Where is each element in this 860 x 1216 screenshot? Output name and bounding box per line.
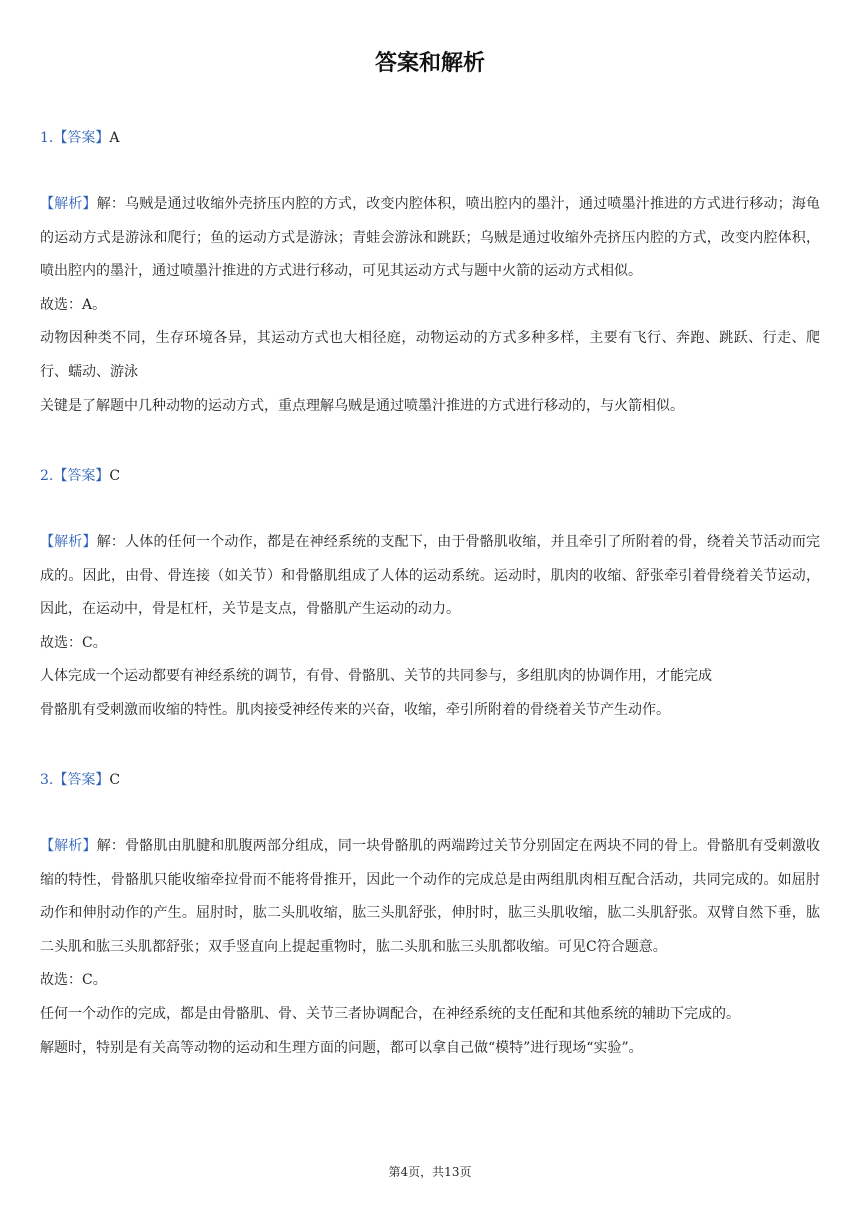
key-point-note: 解题时，特别是有关高等动物的运动和生理方面的问题，都可以拿自己做“模特”进行现场“实验”。 bbox=[40, 1039, 643, 1056]
answer-value: C bbox=[109, 772, 121, 788]
question-number: 2. bbox=[40, 468, 54, 484]
answer-value: A bbox=[109, 130, 120, 146]
question-number: 1. bbox=[40, 130, 54, 146]
page-title: 答案和解析 bbox=[374, 51, 485, 76]
explanation-3 bbox=[40, 830, 820, 1065]
analysis-note: 人体完成一个运动都要有神经系统的调节，有骨、骨骼肌、关节的共同参与，多组肌肉的协调作用，才能完成 bbox=[40, 668, 712, 685]
question-number: 3. bbox=[40, 772, 54, 788]
key-point-note: 骨骼肌有受刺激而收缩的特性。肌肉接受神经传来的兴奋，收缩，牵引所附着的骨绕着关节产生动作。 bbox=[40, 701, 670, 718]
explanation-tag: 【解析】 bbox=[40, 838, 97, 854]
key-point-note: 关键是了解题中几种动物的运动方式，重点理解乌贼是通过喷墨汁推进的方式进行移动的，与火箭相似。 bbox=[40, 397, 684, 414]
explanation-text: 解：骨骼肌由肌腱和肌腹两部分组成，同一块骨骼肌的两端跨过关节分别固定在两块不同的骨上。骨骼肌有受刺激收缩的特性，骨骼肌只能收缩牵拉骨而不能将骨推开，因此一个动作的完成总是由两组肌肉相互配合活动，共同完成的。如屈肘动作和伸肘动作的产生。屈肘时，肱二头肌收缩，肱三头肌舒张，伸肘时，肱三头肌收缩，肱二头肌舒张。双臂自然下垂，肱二头肌和肱三头肌都舒张；双手竖直向上提起重物时，肱二头肌和肱三头肌都收缩。可见C符合题意。 bbox=[40, 838, 821, 955]
question-3 bbox=[40, 770, 820, 790]
answer-line bbox=[40, 466, 820, 486]
answer-line bbox=[40, 128, 820, 148]
explanation-1 bbox=[40, 188, 820, 423]
explanation-tag: 【解析】 bbox=[40, 534, 97, 550]
answer-value: C bbox=[109, 468, 121, 484]
explanation-text: 解：人体的任何一个动作，都是在神经系统的支配下，由于骨骼肌收缩，并且牵引了所附着的骨，绕着关节活动而完成的。因此，由骨、骨连接（如关节）和骨骼肌组成了人体的运动系统。运动时，肌肉的收缩、舒张牵引着骨绕着关节运动，因此，在运动中，骨是杠杆，关节是支点，骨骼肌产生运动的动力。 bbox=[40, 534, 821, 618]
explanation-tag: 【解析】 bbox=[40, 196, 97, 212]
analysis-note: 任何一个动作的完成，都是由骨骼肌、骨、关节三者协调配合，在神经系统的支任配和其他系统的辅助下完成的。 bbox=[40, 1005, 740, 1022]
question-1 bbox=[40, 128, 820, 148]
answer-tag: 【答案】 bbox=[53, 130, 110, 146]
explanation-text: 解：乌贼是通过收缩外壳挤压内腔的方式，改变内腔体积，喷出腔内的墨汁，通过喷墨汁推进的方式进行移动；海龟的运动方式是游泳和爬行；鱼的运动方式是游泳；青蛙会游泳和跳跃；乌贼是通过收缩外壳挤压内腔的方式，改变内腔体积，喷出腔内的墨汁，通过喷墨汁推进的方式进行移动，可见其运动方式与题中火箭的运动方式相似。 bbox=[40, 196, 821, 280]
explanation-paragraph bbox=[40, 188, 820, 289]
explanation-2 bbox=[40, 526, 820, 728]
analysis-note: 动物因种类不同，生存环境各异，其运动方式也大相径庭，动物运动的方式多种多样，主要有飞行、奔跑、跳跃、行走、爬行、蠕动、游泳 bbox=[40, 330, 820, 380]
answer-tag: 【答案】 bbox=[53, 772, 110, 788]
page-footer: 第4页，共13页 bbox=[388, 1165, 472, 1179]
explanation-paragraph bbox=[40, 526, 820, 627]
choice-line: 故选：C。 bbox=[40, 634, 107, 651]
choice-line: 故选：A。 bbox=[40, 296, 107, 313]
choice-line: 故选：C。 bbox=[40, 972, 107, 989]
answer-line bbox=[40, 770, 820, 790]
question-2 bbox=[40, 466, 820, 486]
answer-tag: 【答案】 bbox=[53, 468, 110, 484]
explanation-paragraph bbox=[40, 830, 820, 964]
